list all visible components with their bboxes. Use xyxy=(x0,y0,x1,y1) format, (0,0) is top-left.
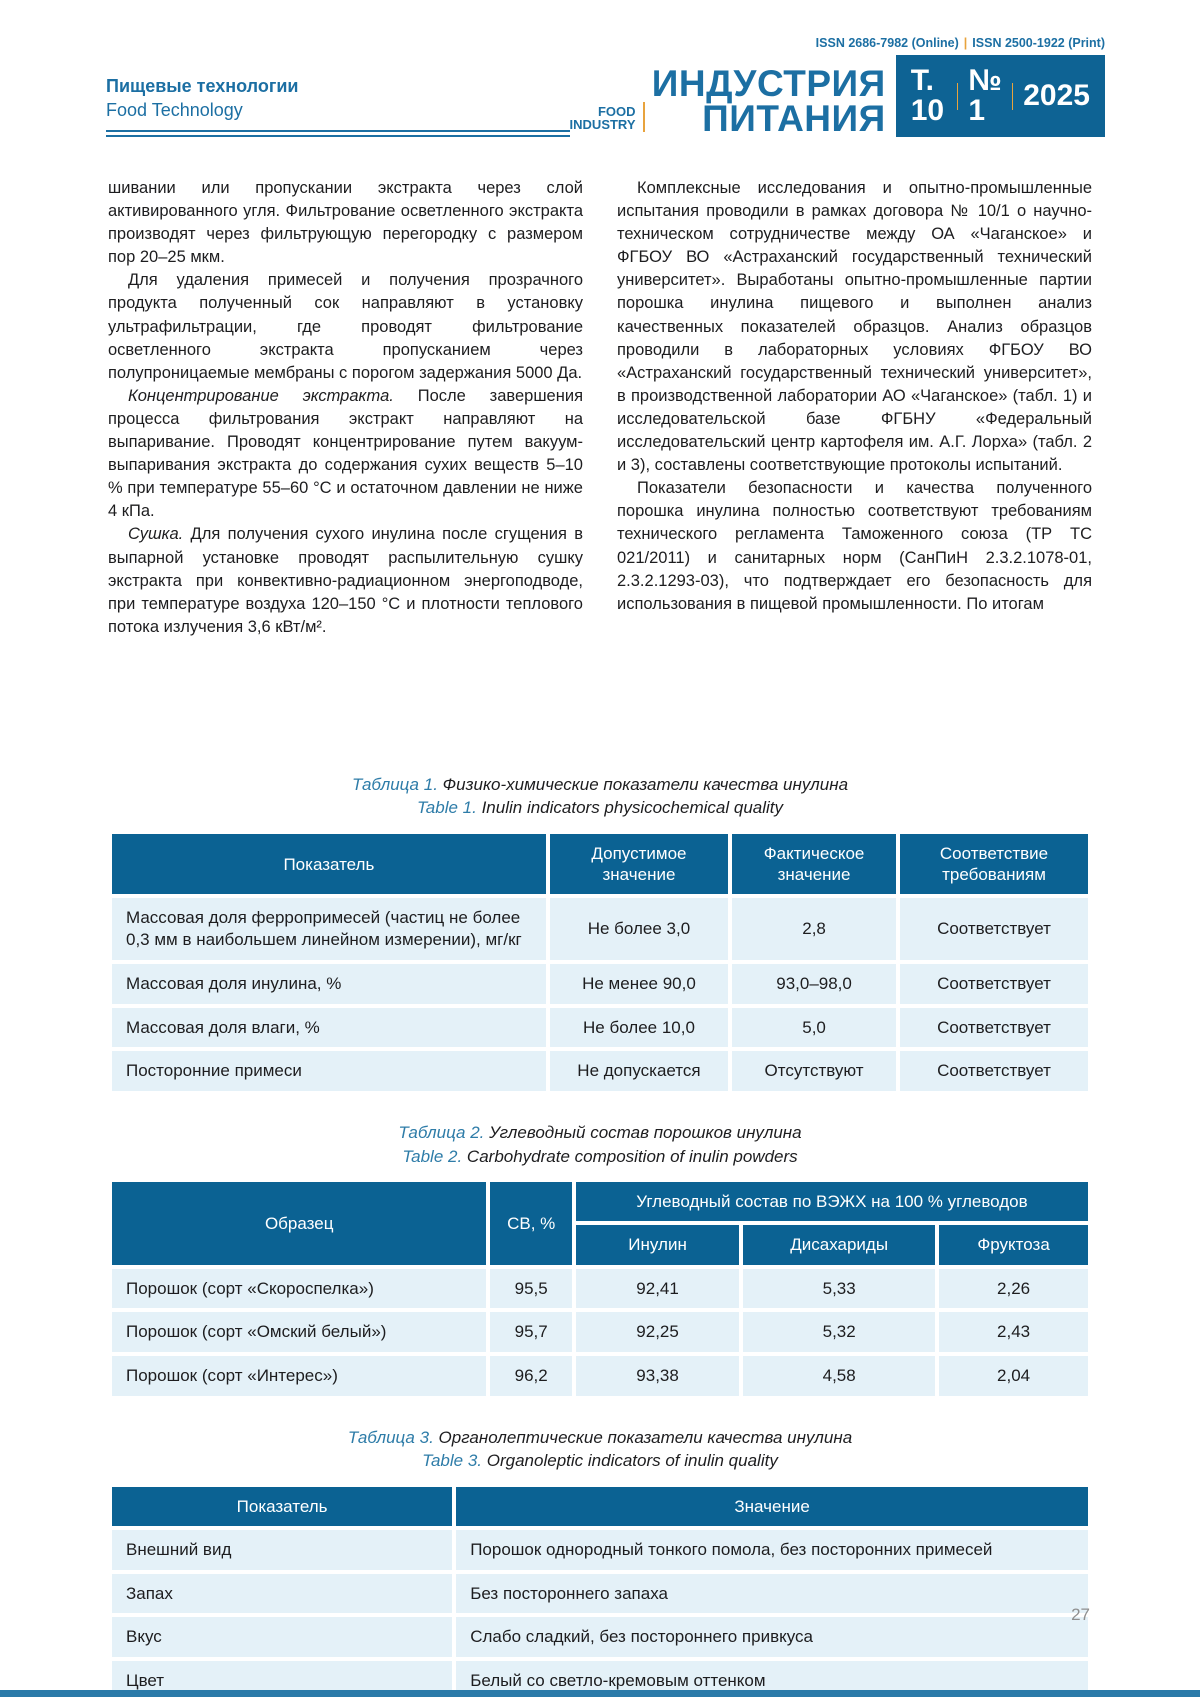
table1 xyxy=(108,830,1092,1095)
table-cell: Не более 10,0 xyxy=(550,1008,728,1048)
journal-name-ru xyxy=(651,63,886,140)
table-header-group-cell: Углеводный состав по ВЭЖХ на 100 % углеводов xyxy=(576,1182,1088,1221)
table-cell: Не допускается xyxy=(550,1051,728,1091)
table3-label-ru: Таблица 3. xyxy=(347,1427,434,1447)
paragraph: Для удаления примесей и получения прозрачного продукта полученный сок направляют в установку ультрафильтрации, где проводят фильтрование осветленного экстракта пропусканием через полупроницаемые мембраны с порогом задержания 5000 Да. xyxy=(108,271,583,382)
table-header-cell: Значение xyxy=(456,1487,1088,1526)
table-cell: Порошок (сорт «Интерес») xyxy=(112,1356,486,1396)
table-cell: 5,0 xyxy=(732,1008,896,1048)
table-row xyxy=(112,1008,1088,1048)
table2-title-en: Carbohydrate composition of inulin powders xyxy=(466,1146,798,1166)
table-cell: Не более 3,0 xyxy=(550,898,728,960)
volume-separator xyxy=(957,83,958,110)
table-cell: 5,32 xyxy=(743,1312,935,1352)
journal-name-ru-line2: ПИТАНИЯ xyxy=(702,98,886,140)
paragraph: Показатели безопасности и качества полученного порошка инулина полностью соответствуют требованиям технического регламента Таможенного союза (ТР ТС 021/2011) и санитарных норм (СанПиН 2.3.2.1078-01, 2.3.2.1293-03), что подтверждает его безопасность для использования в пищевой промышленности. По итогам xyxy=(617,479,1092,613)
table-cell: Вкус xyxy=(112,1617,452,1657)
table1-caption-ru xyxy=(108,773,1092,796)
table3-label-en: Table 3. xyxy=(422,1451,483,1471)
journal-name-ru-line1: ИНДУСТРИЯ xyxy=(651,63,886,105)
issn-print: ISSN 2500-1922 (Print) xyxy=(972,36,1105,50)
table2-title-ru: Углеводный состав порошков инулина xyxy=(489,1123,802,1143)
table-cell: Соответствует xyxy=(900,1008,1088,1048)
table-cell: Не менее 90,0 xyxy=(550,964,728,1004)
year-label: 2025 xyxy=(1023,79,1090,112)
paragraph: шивании или пропускании экстракта через слой активированного угля. Фильтрование осветленного экстракта производят через фильтрующую перегородку с размером пор 20–25 мкм. xyxy=(108,179,583,267)
table-header-cell: Инулин xyxy=(576,1225,739,1264)
table-cell: 92,41 xyxy=(576,1269,739,1309)
paragraph-lead: Концентрирование экстракта. xyxy=(128,386,394,405)
volume-issue-box xyxy=(896,55,1105,137)
table-cell: 92,25 xyxy=(576,1312,739,1352)
paragraph-text: Для получения сухого инулина после сгущения в выпарной установке проводят распылительную сушку экстракта при конвективно-радиационном энергоподводе, при температуре воздуха 120–150 °С и плотности теплового потока излучения 3,6 кВт/м². xyxy=(108,525,583,636)
table-cell: 93,38 xyxy=(576,1356,739,1396)
table-cell: 4,58 xyxy=(743,1356,935,1396)
journal-name-en-line2: INDUSTRY xyxy=(569,117,636,133)
table-row xyxy=(112,1051,1088,1091)
table1-caption xyxy=(108,773,1092,820)
paragraph xyxy=(108,523,583,638)
section-block xyxy=(106,76,570,137)
table-header-row xyxy=(112,834,1088,895)
header-divider xyxy=(106,130,570,137)
table1-label-ru: Таблица 1. xyxy=(351,775,438,794)
table3-title-ru: Органолептические показатели качества инулина xyxy=(438,1427,853,1447)
table-cell: Запах xyxy=(112,1574,452,1614)
section-title-en: Food Technology xyxy=(106,100,243,120)
table3-caption-ru xyxy=(108,1426,1092,1449)
table-cell: 5,33 xyxy=(743,1269,935,1309)
table-cell: 2,26 xyxy=(939,1269,1088,1309)
table-cell: Посторонние примеси xyxy=(112,1051,546,1091)
table2-caption-ru xyxy=(108,1121,1092,1144)
table3-caption xyxy=(108,1426,1092,1473)
journal-name-en xyxy=(570,105,636,132)
table-cell: Порошок (сорт «Скороспелка») xyxy=(112,1269,486,1309)
table3-title-en: Organoleptic indicators of inulin quality xyxy=(486,1451,778,1471)
table-header-cell: Фактическое значение xyxy=(732,834,896,895)
table2-label-en: Table 2. xyxy=(402,1146,463,1166)
page-number: 27 xyxy=(1071,1605,1090,1624)
text-column-right xyxy=(617,177,1092,725)
table-row xyxy=(112,1356,1088,1396)
table-cell: Массовая доля инулина, % xyxy=(112,964,546,1004)
table-header-cell: Соответствие требованиям xyxy=(900,834,1088,895)
table-cell: 2,43 xyxy=(939,1312,1088,1352)
table-cell: Массовая доля влаги, % xyxy=(112,1008,546,1048)
paragraph-lead: Сушка. xyxy=(128,525,184,544)
paragraph: Комплексные исследования и опытно-промышленные испытания проводили в рамках договора № 10/1 о научно-техническом сотрудничестве между ОА «Чаганское» и ФГБОУ ВО «Астраханский государственный технический университет». Выработаны опытно-промышленные партии порошка инулина пищевого и выполнен анализ качественных показателей образцов. Анализ образцов проводили в лабораторных условиях ФГБОУ ВО «Астраханский государственный технический университет», в производственной лаборатории АО «Чаганское» (табл. 1) и исследовательской базе ФГБНУ «Федеральный исследовательский центр картофеля им. А.Г. Лорха» (табл. 2 и 3), составлены соответствующие протоколы испытаний. xyxy=(617,179,1092,475)
table-cell: Соответствует xyxy=(900,898,1088,960)
issn-separator: | xyxy=(963,36,968,50)
table-header-cell: Дисахариды xyxy=(743,1225,935,1264)
issn-line xyxy=(816,36,1105,50)
brand-row xyxy=(569,55,1105,140)
table2-label-ru: Таблица 2. xyxy=(398,1123,485,1143)
table-row xyxy=(112,1312,1088,1352)
issn-online: ISSN 2686-7982 (Online) xyxy=(815,36,959,50)
table-cell: Белый со светло-кремовым оттенком xyxy=(456,1661,1088,1697)
table1-title-ru: Физико-химические показатели качества инулина xyxy=(442,775,849,794)
table-cell: 2,8 xyxy=(732,898,896,960)
table-cell: Отсутствуют xyxy=(732,1051,896,1091)
table-header-row xyxy=(112,1487,1088,1526)
table-cell: 95,7 xyxy=(490,1312,572,1352)
table-header-row xyxy=(112,1182,1088,1221)
table-cell: Соответствует xyxy=(900,964,1088,1004)
table2-caption-en xyxy=(108,1145,1092,1168)
table-cell: 96,2 xyxy=(490,1356,572,1396)
page-content xyxy=(0,177,1200,1697)
table-cell: 93,0–98,0 xyxy=(732,964,896,1004)
paragraph xyxy=(108,385,583,524)
table-header-cell: Образец xyxy=(112,1182,486,1265)
table-header-cell: Допустимое значение xyxy=(550,834,728,895)
table-header-cell: Показатель xyxy=(112,834,546,895)
table-row xyxy=(112,1574,1088,1614)
table-header-cell: СВ, % xyxy=(490,1182,572,1265)
table-row xyxy=(112,1530,1088,1570)
table1-caption-en xyxy=(108,796,1092,819)
table-cell: 2,04 xyxy=(939,1356,1088,1396)
volume-label: Т. 10 xyxy=(910,64,945,127)
table3 xyxy=(108,1483,1092,1697)
table1-title-en: Inulin indicators physicochemical quality xyxy=(481,798,784,818)
table-cell: Цвет xyxy=(112,1661,452,1697)
table-cell: Порошок однородный тонкого помола, без посторонних примесей xyxy=(456,1530,1088,1570)
table-header-cell: Фруктоза xyxy=(939,1225,1088,1264)
table3-caption-en xyxy=(108,1449,1092,1472)
table-row xyxy=(112,898,1088,960)
text-column-left xyxy=(108,177,583,725)
table-cell: Без постороннего запаха xyxy=(456,1574,1088,1614)
table2-caption xyxy=(108,1121,1092,1168)
journal-brand-block xyxy=(569,36,1105,140)
volume-separator xyxy=(1012,83,1013,110)
table1-label-en: Table 1. xyxy=(416,798,477,818)
table-cell: Слабо сладкий, без постороннего привкуса xyxy=(456,1617,1088,1657)
table-header-cell: Показатель xyxy=(112,1487,452,1526)
paragraph-text: После завершения процесса фильтрования экстракт направляют на выпаривание. Проводят концентрирование путем вакуум-выпаривания экстракта до содержания сухих веществ 5–10 % при температуре 55–60 °С и остаточном давлении не ниже 4 кПа. xyxy=(108,386,584,521)
table-cell: Внешний вид xyxy=(112,1530,452,1570)
table-row xyxy=(112,1617,1088,1657)
page-header xyxy=(0,0,1200,140)
body-text xyxy=(108,177,1092,725)
table-cell: Соответствует xyxy=(900,1051,1088,1091)
brand-divider xyxy=(643,102,645,132)
section-title-ru: Пищевые технологии xyxy=(106,76,299,96)
table-cell: Массовая доля ферропримесей (частиц не более 0,3 мм в наибольшем линейном измерении), мг/кг xyxy=(112,898,546,960)
table-cell: 95,5 xyxy=(490,1269,572,1309)
table-row xyxy=(112,964,1088,1004)
footer-band xyxy=(0,1690,1200,1697)
table-cell: Порошок (сорт «Омский белый») xyxy=(112,1312,486,1352)
table2 xyxy=(108,1178,1092,1400)
table-row xyxy=(112,1269,1088,1309)
issue-label: № 1 xyxy=(968,64,1002,127)
journal-name-en-line1: FOOD xyxy=(597,103,636,119)
